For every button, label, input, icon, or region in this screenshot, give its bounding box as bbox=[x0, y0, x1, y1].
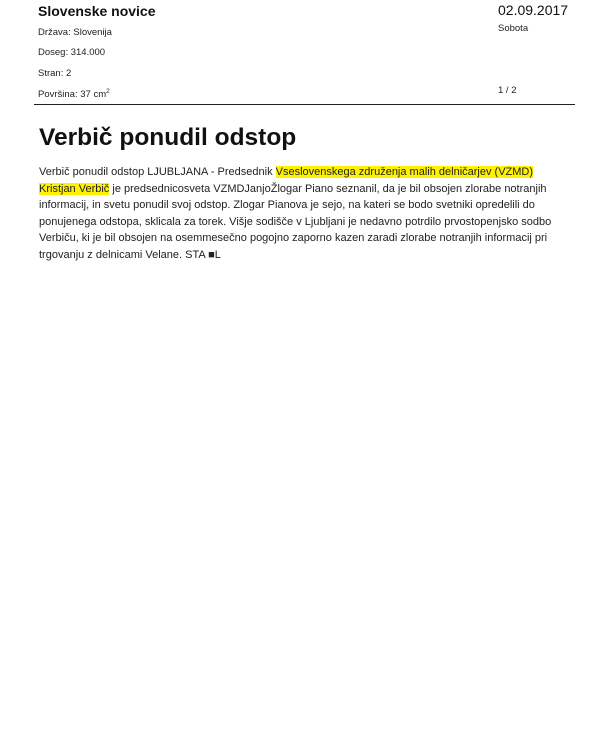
article-headline: Verbič ponudil odstop bbox=[39, 124, 297, 151]
article-body bbox=[39, 164, 559, 263]
body-text-start: Verbič ponudil odstop LJUBLJANA - Predsednik bbox=[39, 166, 276, 178]
publication-date: 02.09.2017 bbox=[498, 2, 569, 18]
area-text: Površina: 37 cm bbox=[38, 89, 107, 100]
document-header bbox=[0, 0, 610, 106]
country-label: Država: Slovenija bbox=[38, 27, 112, 38]
publication-name: Slovenske novice bbox=[38, 3, 156, 19]
page-label: Stran: 2 bbox=[38, 68, 72, 79]
body-text-rest: je predsednicosveta VZMDJanjoŽlogar Piano seznanil, da je bil obsojen zlorabe notranjih informacij, in svetu ponudil svoj odstop. Zlogar Pianova je sejo, na kateri se bodo svetniki opredelili do ponujenega odstopa, sklicala za torek. Višje sodišče v Ljubljani je nedavno potrdilo prvostopenjsko sodbo Verbiču, ki je bil obsojen na osemmesečno pogojno zaporno kazen zaradi zlorabe notranjih informacij pri trgovanju z delnicami Velane. STA ■L bbox=[39, 182, 552, 261]
publication-weekday: Sobota bbox=[498, 23, 529, 34]
area-superscript: 2 bbox=[106, 88, 110, 95]
page-count: 1 / 2 bbox=[498, 85, 517, 96]
header-divider bbox=[34, 104, 575, 105]
area-label bbox=[38, 88, 110, 100]
reach-label: Doseg: 314.000 bbox=[38, 47, 106, 58]
highlighted-entity: Vseslovenskega združenja malih delničarjev (VZMD) Kristjan Verbič bbox=[39, 166, 534, 195]
